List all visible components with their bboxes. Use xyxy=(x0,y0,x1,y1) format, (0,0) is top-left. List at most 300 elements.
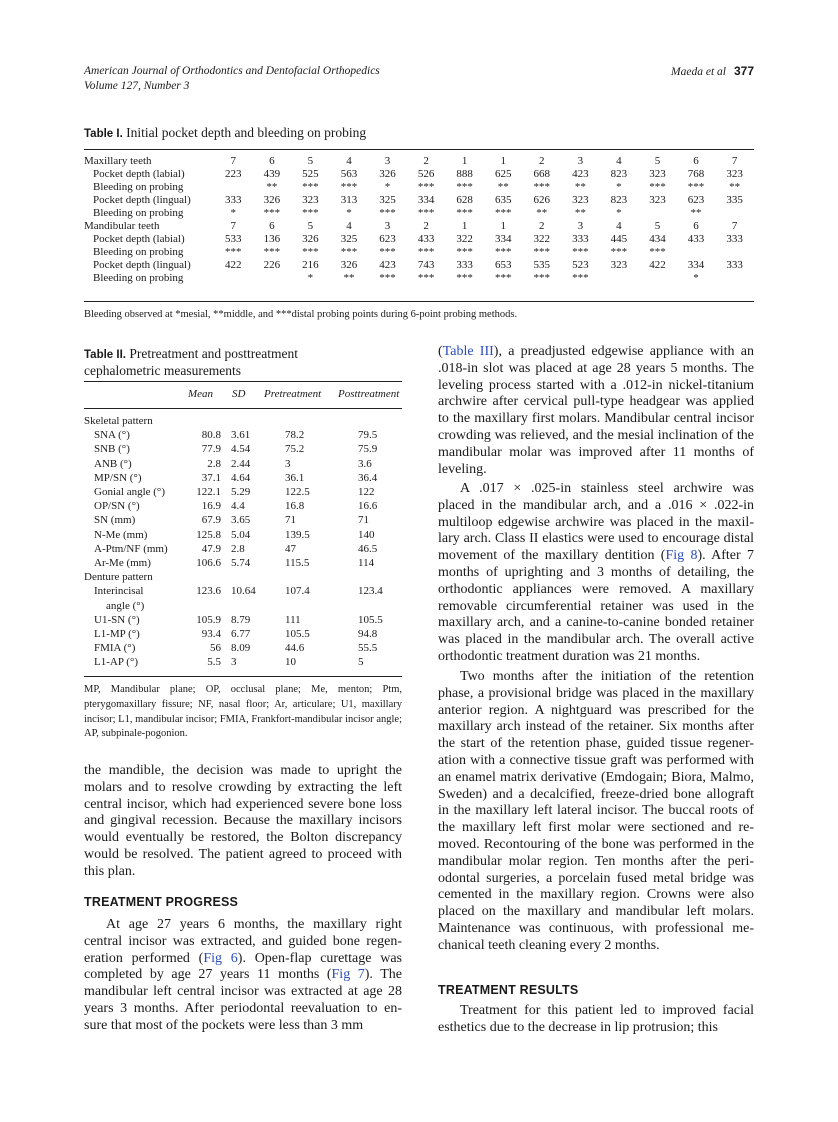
table1-cell: *** xyxy=(417,207,435,219)
table1-cell: 5 xyxy=(654,220,661,232)
table2-row xyxy=(84,584,402,598)
table1-row-label: Pocket depth (labial) xyxy=(93,233,185,245)
table2-cell: 122 xyxy=(358,486,375,499)
left-paragraph-2 xyxy=(84,917,402,1035)
text-line: orthodontic appliances were removed. A maxillary xyxy=(438,581,754,597)
table1-cell: 4 xyxy=(616,220,622,232)
table1-cell: 323 xyxy=(726,168,743,180)
table1-row-label: Pocket depth (labial) xyxy=(93,168,185,180)
table2-row-label: angle (°) xyxy=(106,599,145,612)
table2-cell: 107.4 xyxy=(285,585,310,598)
table1-cell: 433 xyxy=(687,233,705,245)
table1-cell: * xyxy=(307,272,314,284)
table1-cell: *** xyxy=(225,246,242,258)
table1-cell: 322 xyxy=(456,233,473,245)
text-line: the maxillary left first molar were sectioned and re- xyxy=(438,820,754,836)
table1-cell: *** xyxy=(687,181,705,193)
table1-cell: *** xyxy=(263,207,281,219)
table2-cell: 47 xyxy=(285,542,296,555)
text-line: chanical teeth cleaning every 2 months. xyxy=(438,937,660,953)
text-line: odontal surgeries, a porcelain fused metal bridge was xyxy=(438,870,754,886)
table1-row xyxy=(84,168,754,181)
table1-cell: 7 xyxy=(731,155,738,167)
table1-row xyxy=(84,155,754,168)
table1-cell: *** xyxy=(649,181,666,193)
text-line: placed on the maxillary and mandibular left molars. xyxy=(438,904,754,920)
text-line: esthetics due to the decrease in lip protrusion; this xyxy=(438,1019,718,1035)
table1-cell: 323 xyxy=(572,194,589,206)
table2-row xyxy=(84,442,402,456)
text-line: A .017 × .025-in stainless steel archwire was xyxy=(460,481,754,496)
right-paragraph-1 xyxy=(438,344,754,478)
table1-cell: *** xyxy=(417,181,435,193)
table1-cell: *** xyxy=(340,246,358,258)
table2-row-label: A-Ptm/NF (mm) xyxy=(94,542,168,555)
table2-cell: 111 xyxy=(285,613,301,626)
table1-row xyxy=(84,246,754,259)
table1-cell: 4 xyxy=(346,155,352,167)
text-line: archwire after cervical pull-type headgear was applied xyxy=(438,394,754,410)
table2-cell: 3.61 xyxy=(231,429,251,442)
text-line: months of uprighting and 3 months of detailing, the xyxy=(438,564,754,580)
table2-row xyxy=(84,627,402,641)
table1-row xyxy=(84,233,754,246)
table2-cell: 8.09 xyxy=(231,642,251,655)
table2-cell: 105.5 xyxy=(358,613,383,626)
table2-row xyxy=(84,457,402,471)
table1-cell: *** xyxy=(456,246,473,258)
page-number: 377 xyxy=(733,64,754,78)
text-line: central incisor was extracted, and guided bone regen- xyxy=(84,933,402,949)
text-line: ation with a connective tissue graft was performed with xyxy=(438,752,754,768)
table1-grid xyxy=(84,155,754,285)
table1-cell: 334 xyxy=(687,259,705,271)
table2-cell: 16.9 xyxy=(201,500,221,513)
text-line: leveling. xyxy=(438,461,487,477)
table2-row-label: OP/SN (°) xyxy=(94,500,140,513)
text-line: Treatment for this patient led to improved facial xyxy=(460,1003,754,1018)
table1-cell: 422 xyxy=(649,259,666,271)
text-line: an enamel matrix derivative (Emdogain; Biora, Malmo, xyxy=(438,769,754,785)
table2-cell: 3 xyxy=(231,656,237,669)
table1-cell: 525 xyxy=(302,168,319,180)
col-post: Posttreatment xyxy=(338,388,400,400)
table2-row-label: SNB (°) xyxy=(94,443,130,456)
table1-cell: 823 xyxy=(610,168,628,180)
table1-cell: *** xyxy=(572,246,589,258)
table1-cell: *** xyxy=(340,181,358,193)
figure-reference-link[interactable]: Table III xyxy=(442,344,494,359)
table2-cell: 5.29 xyxy=(231,486,251,499)
table2-cell: 3.65 xyxy=(231,514,251,527)
table2-row xyxy=(84,655,402,669)
text-line: Maintenance was continuous, with professional me- xyxy=(438,920,754,936)
table2-cell: 123.6 xyxy=(196,585,221,598)
table1-cell: 333 xyxy=(572,233,589,245)
table1-cell: 326 xyxy=(263,194,281,206)
table1-cell: 2 xyxy=(423,220,429,232)
table1-cell: 533 xyxy=(225,233,242,245)
text-line: to the maxillary first molars. Mandibular central incisor xyxy=(438,411,754,427)
table1-cell: *** xyxy=(417,272,435,284)
table1-cell: ** xyxy=(266,181,278,193)
table1-cell: 7 xyxy=(230,155,237,167)
table2 xyxy=(84,414,402,670)
table2-row xyxy=(84,570,402,584)
text-line: crowding was relieved, and the mesial inclination of the xyxy=(438,427,754,443)
table1-cell: 2 xyxy=(423,155,429,167)
text-line: multiloop edgewise archwire was placed in the maxil- xyxy=(438,514,754,530)
table2-cell: 4.4 xyxy=(231,500,245,513)
table1-cell: 325 xyxy=(340,233,358,245)
table1-cell: 216 xyxy=(302,259,319,271)
table1-cell: 653 xyxy=(494,259,512,271)
table1-row-label: Bleeding on probing xyxy=(93,272,184,284)
table2-cell: 3 xyxy=(285,457,291,470)
table1-caption xyxy=(84,125,366,142)
text-line: (Table III), a preadjusted edgewise appliance with an xyxy=(438,344,754,359)
table1-cell: 323 xyxy=(302,194,319,206)
table2-row-label: Gonial angle (°) xyxy=(94,486,165,499)
table1-cell: 535 xyxy=(533,259,551,271)
table1-title: Initial pocket depth and bleeding on probing xyxy=(126,125,367,140)
table1-cell xyxy=(600,272,639,285)
table1-bottom-rule xyxy=(84,301,754,302)
table2-cell: 10.64 xyxy=(231,585,256,598)
table1-cell: *** xyxy=(494,207,512,219)
table2-cell: 5.5 xyxy=(207,656,221,669)
running-header xyxy=(84,64,380,94)
table2-cell: 3.6 xyxy=(358,457,372,470)
table1-cell: 768 xyxy=(687,168,705,180)
table1-row-label: Mandibular teeth xyxy=(84,220,160,232)
table1-cell: 422 xyxy=(225,259,242,271)
table1-cell: 326 xyxy=(340,259,358,271)
table2-cell xyxy=(358,599,402,613)
table1-cell: ** xyxy=(536,207,548,219)
table2-cell: 36.4 xyxy=(358,471,378,484)
table2-cell: 75.9 xyxy=(358,443,378,456)
table1-cell: 1 xyxy=(500,155,506,167)
text-line: and gingival recession. Because the maxillary incisors xyxy=(84,813,402,829)
table1-cell: * xyxy=(616,181,622,193)
table1-cell: ** xyxy=(343,272,355,284)
table1-row-label: Maxillary teeth xyxy=(84,155,152,167)
table2-cell: 125.8 xyxy=(196,528,221,541)
table2-cell: 4.64 xyxy=(231,471,251,484)
table2-cell: 93.4 xyxy=(201,628,221,641)
table1-cell: 1 xyxy=(500,220,506,232)
table1-cell: 635 xyxy=(494,194,512,206)
table1-cell: 743 xyxy=(417,259,435,271)
table2-cell: 2.44 xyxy=(231,457,251,470)
table2-row xyxy=(84,513,402,527)
table1-cell: * xyxy=(693,272,699,284)
table2-cell: 140 xyxy=(358,528,375,541)
table1-cell: 628 xyxy=(456,194,473,206)
table1-cell: 333 xyxy=(225,194,242,206)
table1-cell: 223 xyxy=(225,168,242,180)
table1 xyxy=(84,155,754,285)
table1-cell: * xyxy=(230,207,237,219)
table2-cell: 105.9 xyxy=(196,613,221,626)
table2-cell: 10 xyxy=(285,656,296,669)
table1-cell: *** xyxy=(456,181,473,193)
table1-cell: 445 xyxy=(610,233,628,245)
table1-cell: 326 xyxy=(379,168,396,180)
table1-cell: 3 xyxy=(384,155,391,167)
table1-cell: 3 xyxy=(577,220,584,232)
table2-row xyxy=(84,528,402,542)
table2-cell: 2.8 xyxy=(207,457,221,470)
right-paragraph-4 xyxy=(438,1003,754,1037)
table2-cell: 79.5 xyxy=(358,429,378,442)
table2-cell: 8.79 xyxy=(231,613,251,626)
table1-cell: *** xyxy=(649,246,666,258)
right-paragraph-3 xyxy=(438,669,754,955)
table2-row-label: Interincisal xyxy=(94,585,144,598)
table2-grid xyxy=(84,414,402,670)
table2-cell: 123.4 xyxy=(358,585,383,598)
table2-row-label: L1-MP (°) xyxy=(94,628,140,641)
table1-cell: 439 xyxy=(263,168,281,180)
table1-cell: 423 xyxy=(379,259,396,271)
table1-row-label: Pocket depth (lingual) xyxy=(93,259,191,271)
table2-cell xyxy=(358,570,402,584)
table2-row xyxy=(84,599,402,613)
table1-cell xyxy=(214,181,253,194)
table2-cell xyxy=(185,570,231,584)
table1-cell: *** xyxy=(533,181,551,193)
table2-row xyxy=(84,542,402,556)
table1-cell xyxy=(677,246,716,259)
table1-cell: *** xyxy=(572,272,589,284)
table2-cell xyxy=(285,570,358,584)
table2-top-rule xyxy=(84,381,402,382)
table1-cell: *** xyxy=(263,246,281,258)
table2-cell: 2.8 xyxy=(231,542,245,555)
text-line: mandibular left central incisor was extracted at age 28 xyxy=(84,984,402,1000)
table1-cell: 523 xyxy=(572,259,589,271)
table2-cell: 47.9 xyxy=(201,542,221,555)
text-line: sure that most of the pockets were less than 3 mm xyxy=(84,1017,364,1033)
table1-top-rule xyxy=(84,149,754,150)
table1-cell xyxy=(715,246,754,259)
table1-cell: 323 xyxy=(649,194,666,206)
text-line: phase, a provisional bridge was placed in the maxillary xyxy=(438,685,754,701)
table2-cell xyxy=(185,599,231,613)
table2-row-label: U1-SN (°) xyxy=(94,613,140,626)
table1-cell: 5 xyxy=(654,155,661,167)
text-line: leveling process started with a .012-in nickel-titanium xyxy=(438,377,754,393)
table1-cell: 4 xyxy=(616,155,622,167)
table2-row-label: L1-AP (°) xyxy=(94,656,139,669)
table2-cell: 55.5 xyxy=(358,642,378,655)
text-line: this plan. xyxy=(84,863,136,879)
table1-cell: 2 xyxy=(539,155,545,167)
journal-volume: Volume 127, Number 3 xyxy=(84,80,190,92)
text-line: would eventually be restored, the Bolton discrepancy xyxy=(84,830,402,846)
table1-cell: *** xyxy=(456,272,473,284)
table1-cell: ** xyxy=(729,181,741,193)
table1-cell: 2 xyxy=(539,220,545,232)
table1-cell: 7 xyxy=(230,220,237,232)
left-paragraph-1 xyxy=(84,763,402,881)
table2-cell xyxy=(185,414,231,428)
text-line: in the maxillary left lateral incisor. The buccal roots of xyxy=(438,803,754,819)
table2-cell: 4.54 xyxy=(231,443,251,456)
table1-cell: 4 xyxy=(346,220,352,232)
table1-footnote: Bleeding observed at *mesial, **middle, and ***distal probing points during 6-point probing methods. xyxy=(84,309,518,320)
author-names: Maeda et al xyxy=(671,66,726,78)
text-line: At age 27 years 6 months, the maxillary right xyxy=(106,917,402,932)
table1-row xyxy=(84,272,754,285)
table1-cell: 6 xyxy=(269,220,275,232)
figure-reference-link[interactable]: Fig 7 xyxy=(331,967,365,983)
text-line: the mandible, the decision was made to upright the xyxy=(84,763,402,778)
table1-cell: 434 xyxy=(649,233,666,245)
table1-cell: ** xyxy=(574,181,586,193)
text-line: orthodontic treatment duration was 21 months. xyxy=(438,648,701,664)
table2-cell: 67.9 xyxy=(201,514,221,527)
text-line: Sweden) and a decalcified, freeze-dried bone allograft xyxy=(438,786,754,802)
text-line: cemented in the maxillary region. Crowns were also xyxy=(438,887,754,903)
table1-cell: 3 xyxy=(384,220,391,232)
table1-row-label: Bleeding on probing xyxy=(93,207,184,219)
table1-cell: * xyxy=(616,207,622,219)
table2-cell: 94.8 xyxy=(358,628,378,641)
table2-cell: 122.1 xyxy=(196,486,221,499)
table2-row-label: Denture pattern xyxy=(84,571,153,584)
text-line: years 3 months. After periodontal reevaluation to en- xyxy=(84,1000,402,1016)
table1-cell: 623 xyxy=(687,194,705,206)
text-line: mandibular molar was improved after 11 months of xyxy=(438,444,754,460)
table2-row xyxy=(84,499,402,513)
table1-cell: *** xyxy=(610,246,628,258)
col-sd: SD xyxy=(232,388,246,400)
table1-cell xyxy=(214,272,253,285)
table1-row-label: Bleeding on probing xyxy=(93,246,184,258)
table2-cell: 105.5 xyxy=(285,628,310,641)
table1-cell: 625 xyxy=(494,168,512,180)
table1-cell: 333 xyxy=(726,259,743,271)
table2-cell xyxy=(285,414,358,428)
table2-caption xyxy=(84,346,402,379)
text-line: maxillary arch instead of the retainer. Six months after xyxy=(438,719,754,735)
table1-cell: 325 xyxy=(379,194,396,206)
table2-cell: 6.77 xyxy=(231,628,251,641)
table2-row-label: ANB (°) xyxy=(94,457,132,470)
table1-cell: *** xyxy=(494,272,512,284)
table1-cell: 323 xyxy=(610,259,628,271)
table1-cell: 5 xyxy=(307,155,314,167)
table1-cell: 823 xyxy=(610,194,628,206)
table2-row-label: Ar-Me (mm) xyxy=(94,557,151,570)
table1-cell: 433 xyxy=(417,233,435,245)
table1-cell: * xyxy=(384,181,391,193)
table1-cell: 6 xyxy=(693,220,699,232)
table1-cell: 322 xyxy=(533,233,551,245)
page-header-right xyxy=(671,64,754,80)
section-treatment-results: TREATMENT RESULTS xyxy=(438,983,579,997)
table1-cell: *** xyxy=(417,246,435,258)
table2-title-2: cephalometric measurements xyxy=(84,363,242,378)
table1-cell xyxy=(638,207,677,220)
table1-cell: *** xyxy=(302,181,319,193)
table1-row xyxy=(84,194,754,207)
table1-cell: 334 xyxy=(417,194,435,206)
table1-cell: *** xyxy=(302,246,319,258)
text-line: moved. Recontouring of the bone was performed in the xyxy=(438,836,754,852)
table1-cell: 888 xyxy=(456,168,473,180)
table2-cell: 75.2 xyxy=(285,443,305,456)
table2-cell: 80.8 xyxy=(201,429,221,442)
table1-row xyxy=(84,207,754,220)
table2-footnote: MP, Mandibular plane; OP, occlusal plane; Me, menton; Ptm, pterygomaxillary fissure; NF, nasal floor; Ar, articulare; U1, maxillary incisor; L1, mandibular incisor; FMIA, Frankfort-mandibular incisor angle; AP, subpinale-pogonion. xyxy=(84,684,402,740)
table2-row xyxy=(84,641,402,655)
table2-cell: 5.04 xyxy=(231,528,251,541)
table2-cell: 77.9 xyxy=(201,443,221,456)
text-line: the start of the retention phase, guided tissue regener- xyxy=(438,736,754,752)
table2-row-label: Skeletal pattern xyxy=(84,415,153,427)
table2-cell: 37.1 xyxy=(201,471,221,484)
table2-cell xyxy=(231,570,285,584)
table2-cell: 139.5 xyxy=(285,528,310,541)
table1-cell: 7 xyxy=(731,220,738,232)
table2-row xyxy=(84,556,402,570)
table1-cell: *** xyxy=(533,272,551,284)
right-paragraph-2 xyxy=(438,481,754,666)
col-mean: Mean xyxy=(188,388,214,400)
table2-cell: 5.74 xyxy=(231,557,251,570)
table2-cell: 71 xyxy=(285,514,296,527)
table1-label: Table I. xyxy=(84,128,123,140)
text-line: removable circumferential retainer was used in the xyxy=(438,598,754,614)
table1-cell: 334 xyxy=(494,233,512,245)
table1-cell: 335 xyxy=(726,194,743,206)
table2-row-label: MP/SN (°) xyxy=(94,471,142,484)
text-line: central incisor, which had experienced severe bone loss xyxy=(84,796,402,812)
table2-cell xyxy=(358,414,402,428)
table2-cell: 16.8 xyxy=(285,500,305,513)
text-line: anterior region. A nightguard was prescribed for the xyxy=(438,702,754,718)
table1-cell: 226 xyxy=(263,259,281,271)
table2-cell: 56 xyxy=(210,642,221,655)
table1-cell: 3 xyxy=(577,155,584,167)
text-line: would be resolved. The patient agreed to proceed with xyxy=(84,846,402,862)
table1-cell: 563 xyxy=(340,168,358,180)
table1-cell: *** xyxy=(456,207,473,219)
table1-cell: 423 xyxy=(572,168,589,180)
table2-row xyxy=(84,428,402,442)
figure-reference-link[interactable]: Fig 6 xyxy=(203,950,238,966)
table1-cell xyxy=(715,207,754,220)
table1-cell: 6 xyxy=(693,155,699,167)
table1-row-label: Bleeding on probing xyxy=(93,181,184,193)
table2-cell: 122.5 xyxy=(285,486,310,499)
table2-cell: 46.5 xyxy=(358,542,378,555)
text-line: lary arch. Class II elastics were used to encourage distal xyxy=(438,531,754,547)
table1-cell: 5 xyxy=(307,220,314,232)
figure-reference-link[interactable]: Fig 8 xyxy=(665,548,698,564)
table1-cell: ** xyxy=(497,181,509,193)
table2-cell: 44.6 xyxy=(285,642,305,655)
table1-cell: 6 xyxy=(269,155,275,167)
table1-cell: 1 xyxy=(461,155,468,167)
text-line: was placed in the mandibular arch. The overall active xyxy=(438,632,754,648)
journal-name: American Journal of Orthodontics and Dentofacial Orthopedics xyxy=(84,65,380,77)
table2-row xyxy=(84,471,402,485)
